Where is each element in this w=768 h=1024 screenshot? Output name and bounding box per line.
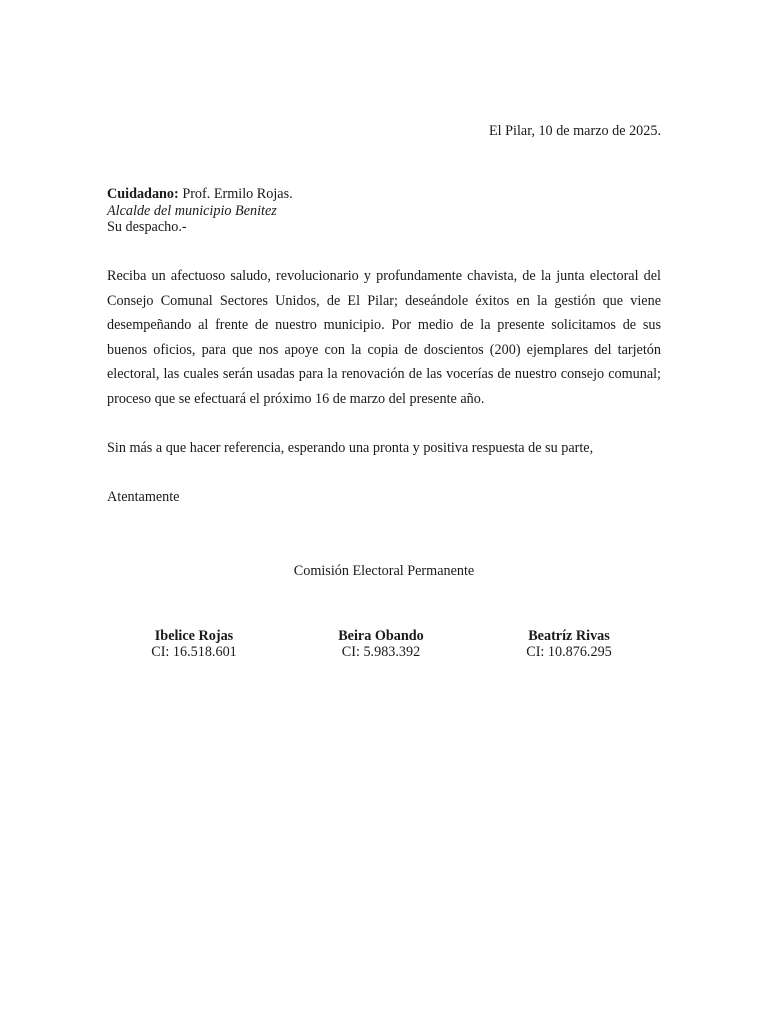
signatory-name: Ibelice Rojas	[154, 628, 234, 644]
recipient-block	[107, 186, 293, 236]
date-line: El Pilar, 10 de marzo de 2025.	[488, 123, 661, 139]
signatory-ci: CI: 16.518.601	[151, 644, 237, 660]
signatory-block	[291, 628, 471, 660]
signatory-ci: CI: 10.876.295	[526, 644, 612, 660]
signatory-block	[104, 628, 284, 660]
commission-name: Comisión Electoral Permanente	[293, 563, 475, 579]
recipient-title: Alcalde del municipio Benitez	[107, 202, 277, 219]
closing-line: Sin más a que hacer referencia, esperando una pronta y positiva respuesta de su parte,	[107, 440, 594, 456]
recipient-office: Su despacho.-	[107, 219, 187, 235]
recipient-label: Cuidadano:	[107, 186, 179, 202]
signatories-row	[0, 628, 768, 668]
signatory-block	[479, 628, 659, 660]
signatory-name: Beira Obando	[338, 628, 424, 644]
signatory-ci: CI: 5.983.392	[341, 644, 421, 660]
recipient-line	[107, 186, 293, 203]
signatory-name: Beatríz Rivas	[528, 628, 610, 644]
recipient-name: Prof. Ermilo Rojas.	[182, 186, 293, 202]
letter-body: Reciba un afectuoso saludo, revolucionario y profundamente chavista, de la junta electoral del Consejo Comunal Sectores Unidos, de El Pilar; deseándole éxitos en la gestión que viene desempeñando al frente de nuestro municipio. Por medio de la presente solicitamos de sus buenos oficios, para que nos apoye con la copia de doscientos (200) ejemplares del tarjetón electoral, las cuales serán usadas para la renovación de las vocerías de nuestro consejo comunal; proceso que se efectuará el próximo 16 de marzo del presente año.	[107, 268, 661, 407]
sign-off: Atentamente	[107, 489, 180, 505]
